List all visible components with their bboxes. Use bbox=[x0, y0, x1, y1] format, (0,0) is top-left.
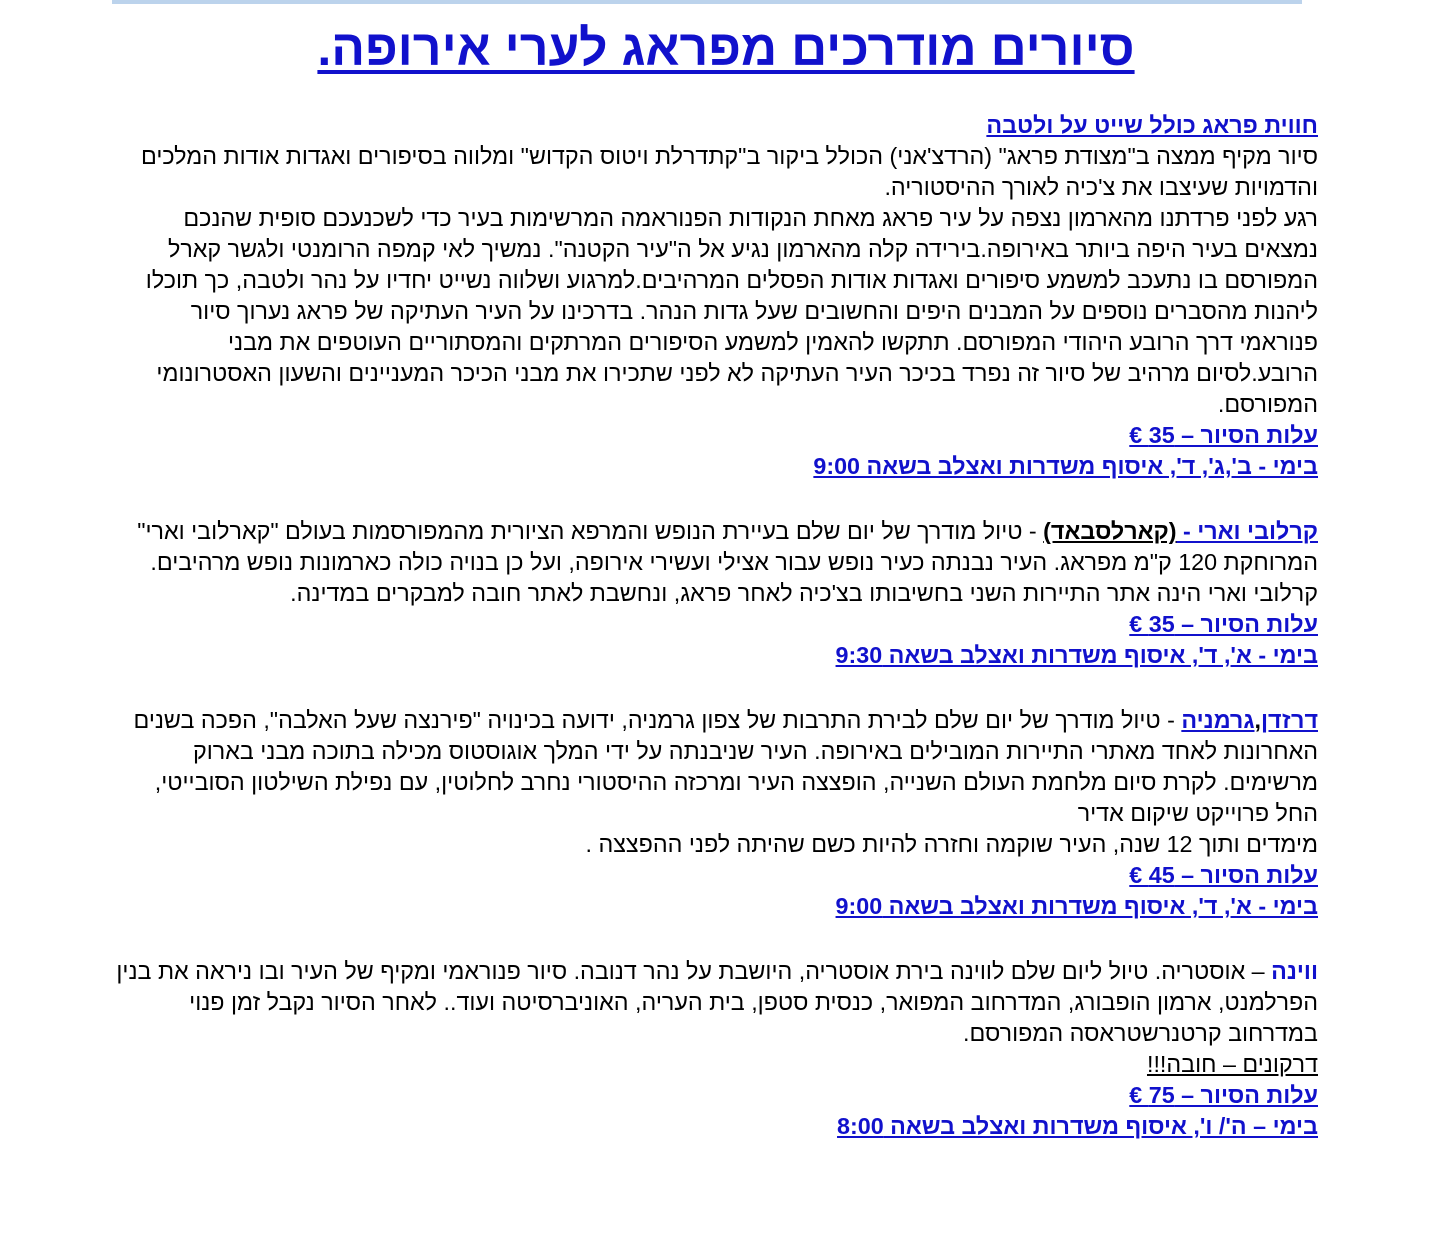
tour-karlovy-vary bbox=[110, 516, 1318, 671]
tour-description-continued: רגע לפני פרדתנו מהארמון נצפה על עיר פראג מאחת הנקודות הפנוראמה המרשימות בעיר כדי לשכנעכם סופית שהנכם נמצאים בעיר היפה ביותר באירופה.בירידה קלה מהארמון נגיע אל ה"עיר הקטנה". נמשיך לאי קמפה הרומנטי ולגשר קארל המפורסם בו נתעכב למשמע סיפורים ואגדות אודות הפסלים המרהיבים.למרגוע ושלווה נשייט יחדיו על נהר ולטבה, כך תוכלו ליהנות מהסברים נוספים על המבנים היפים והחשובים שעל גדות הנהר. בדרכינו על העיר העתיקה של פראג נערוך סיור פנוראמי דרך הרובע היהודי המפורסם. תתקשו להאמין למשמע הסיפורים המרתקים והמסתוריים העוטפים את מבני הרובע.לסיום מרהיב של סיור זה נפרד בכיכר העיר העתיקה לא לפני שתכירו את מבני הכיכר המעניינים והשעון האסטרונומי המפורסם. bbox=[145, 205, 1318, 417]
tour-prague bbox=[110, 110, 1318, 482]
tour-paragraph bbox=[110, 956, 1318, 1049]
tour-description-continued: מימדים ותוך 12 שנה, העיר שוקמה וחזרה להיות כשם שהיתה לפני ההפצצה . bbox=[585, 831, 1318, 857]
tour-description: סיור מקיף ממצה ב"מצודת פראג" (הרדצ'אני) הכולל ביקור ב"קתדרלת ויטוס הקדוש" ומלווה בסיפורים ואגדות אודות המלכים והדמויות שעיצבו את צ'כיה לאורך ההיסטוריה. bbox=[141, 143, 1318, 200]
tour-days: בימי – ה'/ ו', איסוף משדרות ואצלב בשאה 8:00 bbox=[837, 1113, 1318, 1139]
tour-price: עלות הסיור – 35 € bbox=[1129, 611, 1318, 637]
tour-heading: דרזדן bbox=[1260, 707, 1318, 733]
tour-paragraph bbox=[110, 516, 1318, 609]
tour-heading: חווית פראג כולל שייט על ולטבה bbox=[986, 112, 1318, 138]
top-rule bbox=[112, 0, 1302, 4]
tour-vienna bbox=[110, 956, 1318, 1142]
tour-note: דרקונים – חובה!!! bbox=[1146, 1051, 1318, 1077]
tour-days: בימי - א', ד', איסוף משדרות ואצלב בשאה 9:30 bbox=[835, 642, 1318, 668]
tour-price: עלות הסיור – 45 € bbox=[1129, 862, 1318, 888]
tour-heading-alt: (קארלסבאד) bbox=[1043, 518, 1177, 544]
tour-price: עלות הסיור – 35 € bbox=[1129, 422, 1318, 448]
tour-days: בימי - א', ד', איסוף משדרות ואצלב בשאה 9:00 bbox=[835, 893, 1318, 919]
tour-description: - טיול מודרך של יום שלם לבירת התרבות של צפון גרמניה, ידועה בכינויה "פירנצה שעל האלבה", הפכה בשנים האחרונות לאחד מאתרי התיירות המובילים באירופה. העיר שניבנתה על ידי המלך אוגוסטוס מכילה בתוכה מבני בארוק מרשימים. לקרת סיום מלחמת העולם השנייה, הופצצה העיר ומרכזה ההיסטורי נחרב לחלוטין, עם נפילת השילטון הסובייטי, החל פרוייקט שיקום אדיר bbox=[133, 707, 1318, 826]
tour-heading-separator: , bbox=[1254, 707, 1261, 733]
tour-heading: קרלובי וארי - bbox=[1176, 518, 1318, 544]
tour-heading: ווינה bbox=[1271, 958, 1318, 984]
tour-dresden bbox=[110, 705, 1318, 922]
tour-days: בימי - ב',ג', ד', איסוף משדרות ואצלב בשאה 9:00 bbox=[813, 453, 1318, 479]
tour-paragraph bbox=[110, 705, 1318, 829]
page-title: סיורים מודרכים מפראג לערי אירופה. bbox=[317, 20, 1135, 76]
tour-description: - טיול מודרך של יום שלם בעיירת הנופש והמרפא הציורית מהמפורסמות בעולם "קארלובי וארי" המרוחקת 120 ק"מ מפראג. העיר נבנתה כעיר נופש עבור אצילי ועשירי אירופה, ועל כן בנויה כולה כארמונות נופש מרהיבים. קרלובי וארי הינה אתר התיירות השני בחשיבותו בצ'כיה לאחר פראג, ונחשבת לאתר חובה למבקרים במדינה. bbox=[137, 518, 1318, 606]
tour-description: – אוסטריה. טיול ליום שלם לווינה בירת אוסטריה, היושבת על נהר דנובה. סיור פנוראמי ומקיף של העיר ובו ניראה את בנין הפרלמנט, ארמון הופבורג, המדרחוב המפואר, כנסית סטפן, בית העריה, האוניברסיטה ועוד.. לאחר הסיור נקבל זמן פנוי במדרחוב קרטנרשטראסה המפורסם. bbox=[116, 958, 1318, 1046]
document-body bbox=[110, 110, 1318, 1176]
tour-price: עלות הסיור – 75 € bbox=[1129, 1082, 1318, 1108]
tour-heading-country: גרמניה bbox=[1181, 707, 1255, 733]
